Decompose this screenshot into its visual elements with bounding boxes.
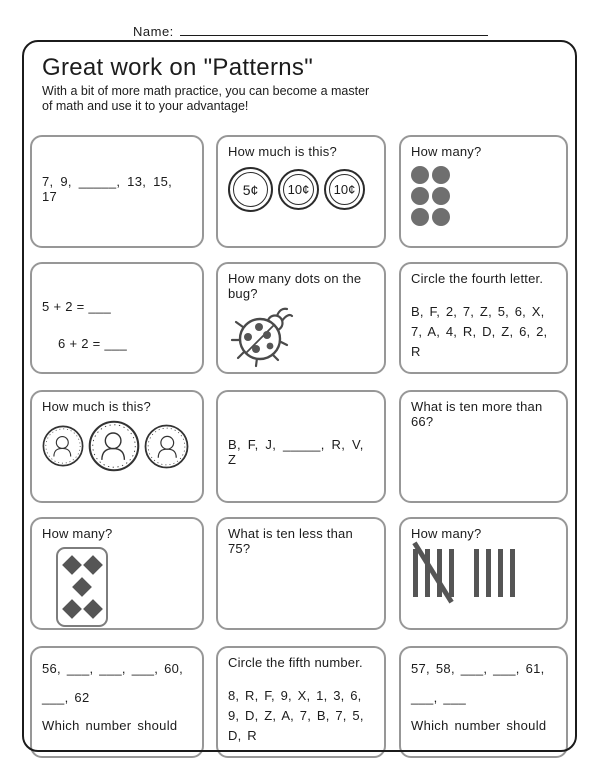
diamond-icon: [72, 577, 92, 597]
prompt-text: Circle the fourth letter.: [411, 271, 544, 286]
penny-coin-icon: [144, 424, 189, 469]
number-sequence-text: 7, 9, _____, 13, 15, 17: [42, 174, 173, 204]
prompt-text: How many?: [42, 526, 113, 541]
coin-row: [228, 167, 374, 212]
prompt-text: How much is this?: [42, 399, 151, 414]
dot-icon: [411, 166, 429, 184]
sequence-line-2: ___, 62: [42, 690, 90, 705]
problem-box-1: [30, 135, 204, 248]
prompt-text: How many dots on the bug?: [228, 271, 362, 301]
tally-slash: [412, 541, 453, 603]
tally-bar: [449, 549, 454, 597]
problem-box-6: [399, 262, 568, 374]
name-label: Name:: [133, 24, 174, 39]
tally-group-of-five: [413, 549, 454, 597]
sequence-line-1: 56, ___, ___, ___, 60,: [42, 661, 184, 676]
problem-box-5: [216, 262, 386, 374]
dot-icon: [432, 208, 450, 226]
diamond-icon: [83, 599, 103, 619]
dot-icon: [432, 166, 450, 184]
ladybug-icon: [228, 301, 300, 373]
problem-box-8: [216, 390, 386, 503]
tally-marks: [413, 549, 556, 597]
prompt-text: How much is this?: [228, 144, 337, 159]
sequence-line-1: 57, 58, ___, ___, 61,: [411, 661, 545, 676]
question-line: Which number should: [42, 718, 178, 733]
problem-box-2: [216, 135, 386, 248]
prompt-text: What is ten more than 66?: [411, 399, 543, 429]
prompt-text: How many?: [411, 144, 482, 159]
dot-icon: [411, 187, 429, 205]
subtitle-line-1: With a bit of more math practice, you can become a master: [42, 84, 370, 98]
tally-bar: [498, 549, 503, 597]
nickel-5c-coin-icon: 5¢: [228, 167, 273, 212]
nickel-coin-icon: [88, 420, 140, 472]
dot-icon: [411, 208, 429, 226]
playing-card-five-diamonds: [56, 547, 108, 627]
diamond-icon: [62, 555, 82, 575]
tally-bar: [413, 549, 418, 597]
problem-box-14: [216, 646, 386, 758]
coin-row: [42, 420, 192, 472]
subtitle-line-2: of math and use it to your advantage!: [42, 99, 249, 113]
diamond-icon: [62, 599, 82, 619]
problem-box-12: [399, 517, 568, 630]
name-row: [133, 22, 488, 39]
problem-box-13: [30, 646, 204, 758]
letter-number-sequence: 8, R, F, 9, X, 1, 3, 6, 9, D, Z, A, 7, B, 7, 5, D, R: [228, 688, 364, 744]
sequence-line-2: ___, ___: [411, 690, 467, 705]
dot-grid: [411, 166, 556, 226]
equation-line-1: 5 + 2 = ___: [42, 299, 112, 314]
tally-bar: [510, 549, 515, 597]
problem-box-7: [30, 390, 204, 503]
dot-icon: [432, 187, 450, 205]
letter-sequence-text: B, F, J, _____, R, V, Z: [228, 437, 364, 467]
prompt-text: Circle the fifth number.: [228, 655, 363, 670]
problem-box-10: [30, 517, 204, 630]
dime-coin-icon: [42, 425, 84, 467]
problem-box-9: [399, 390, 568, 503]
problem-box-3: [399, 135, 568, 248]
equation-line-2: 6 + 2 = ___: [58, 336, 128, 351]
worksheet-subtitle: [42, 84, 369, 114]
problem-box-4: [30, 262, 204, 374]
worksheet-title: Great work on "Patterns": [42, 54, 314, 81]
problem-box-15: [399, 646, 568, 758]
question-line: Which number should: [411, 718, 547, 733]
prompt-text: What is ten less than 75?: [228, 526, 353, 556]
prompt-text: How many?: [411, 526, 482, 541]
diamond-icon: [83, 555, 103, 575]
tally-group-of-four: [474, 549, 515, 597]
problem-box-11: [216, 517, 386, 630]
dime-10c-coin-icon: 10¢: [278, 169, 319, 210]
tally-bar: [474, 549, 479, 597]
dime-10c-coin-icon: 10¢: [324, 169, 365, 210]
tally-bar: [486, 549, 491, 597]
name-line: [180, 22, 488, 36]
letter-number-sequence: B, F, 2, 7, Z, 5, 6, X, 7, A, 4, R, D, Z, 6, 2, R: [411, 304, 548, 360]
